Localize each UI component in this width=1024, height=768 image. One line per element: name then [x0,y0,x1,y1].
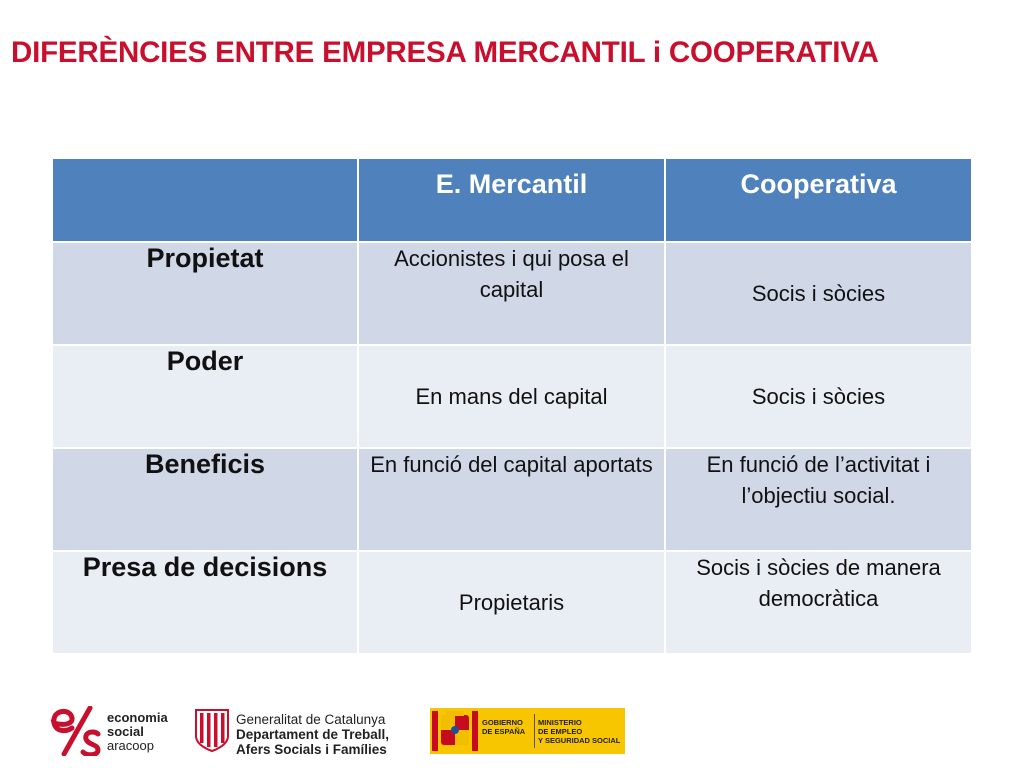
cell-cooperativa: Socis i sòcies de manera democràtica [665,551,972,654]
header-cooperativa: Cooperativa [665,158,972,242]
slide-title: DIFERÈNCIES ENTRE EMPRESA MERCANTIL i COOPERATIVA [11,36,879,69]
ministerio-line2: DE EMPLEO [538,727,583,736]
cell-mercantil: En mans del capital [358,345,665,448]
cell-cooperativa: Socis i sòcies [665,345,972,448]
table-row-beneficis [52,448,972,551]
coat-of-arms-icon [432,711,478,751]
economia-social-line1: economia [107,710,168,725]
gobierno-line2: DE ESPAÑA [482,727,526,736]
generalitat-logo [194,706,419,756]
cell-mercantil: Accionistes i qui posa el capital [358,242,665,345]
economia-social-logo [50,706,190,756]
economia-social-line3: aracoop [107,738,154,753]
gobierno-line1: GOBIERNO [482,718,523,727]
cell-mercantil: En funció del capital aportats [358,448,665,551]
row-label: Presa de decisions [52,551,358,654]
row-label: Poder [52,345,358,448]
economia-social-line2: social [107,724,144,739]
header-empty [52,158,358,242]
ministerio-line3: Y SEGURIDAD SOCIAL [538,736,621,745]
table-row-poder [52,345,972,448]
comparison-table [51,157,973,655]
row-label: Propietat [52,242,358,345]
generalitat-line2: Departament de Treball, [236,727,390,742]
generalitat-line1: Generalitat de Catalunya [236,712,386,727]
ministerio-line1: MINISTERIO [538,718,582,727]
row-label: Beneficis [52,448,358,551]
table-row-presa-de-decisions [52,551,972,654]
generalitat-shield-icon [194,708,230,752]
gobierno-logo [430,708,625,754]
footer-logos [0,700,1024,768]
table-row-propietat [52,242,972,345]
cell-mercantil: Propietaris [358,551,665,654]
table-header-row [52,158,972,242]
cell-cooperativa: Socis i sòcies [665,242,972,345]
header-mercantil: E. Mercantil [358,158,665,242]
generalitat-line3: Afers Socials i Famílies [236,742,387,757]
economia-social-icon [50,706,102,756]
cell-cooperativa: En funció de l’activitat i l’objectiu social. [665,448,972,551]
